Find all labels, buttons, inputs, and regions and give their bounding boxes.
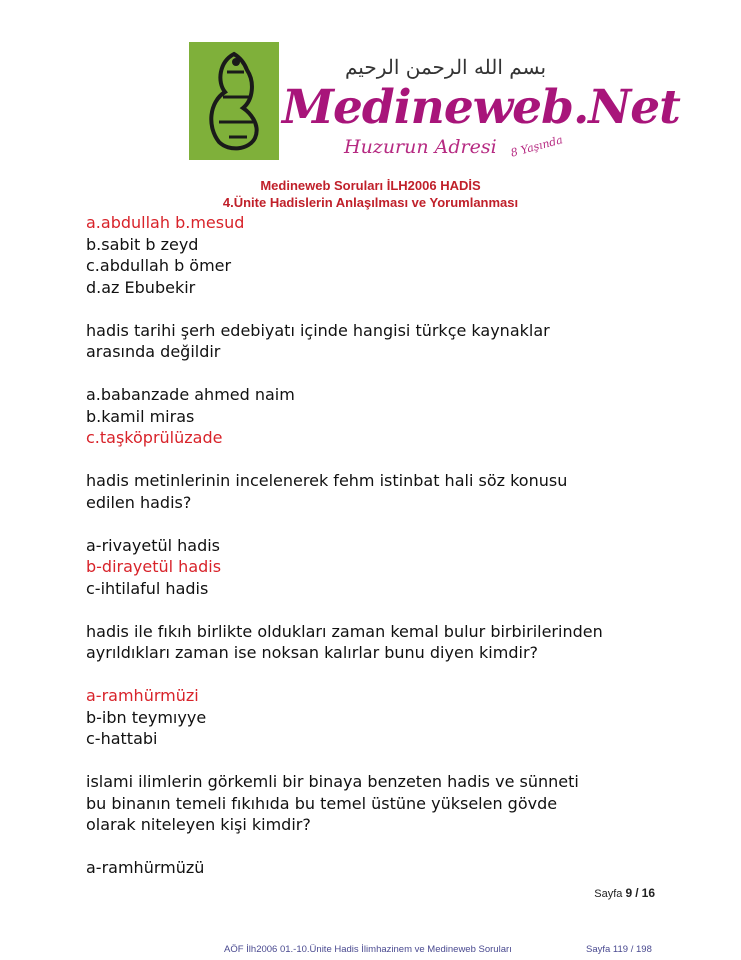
blank-line — [86, 513, 686, 535]
content-line: edilen hadis? — [86, 492, 192, 512]
content-line: b.sabit b zeyd — [86, 234, 199, 254]
page-header-subtitle: 4.Ünite Hadislerin Anlaşılması ve Yorumlanması — [222, 195, 519, 210]
brand-name: Medineweb.Net — [282, 80, 680, 135]
footer-source: AÖF İlh2006 01.-10.Ünite Hadis İlimhazinem ve Medineweb Soruları — [224, 944, 512, 955]
page-number-total: 16 — [641, 886, 655, 900]
content-line: hadis ile fıkıh birlikte oldukları zaman kemal bulur birbirilerinden — [86, 621, 603, 641]
blank-line — [86, 449, 686, 471]
content-line: bu binanın temeli fıkıhıda bu temel üstüne yükselen gövde — [86, 793, 558, 813]
content-line: a.babanzade ahmed naim — [86, 385, 295, 404]
content-line: d.az Ebubekir — [86, 277, 196, 297]
brand-years-badge: 8 Yaşında — [509, 133, 565, 160]
answer-line-correct: c.taşköprülüzade — [86, 428, 223, 447]
content-line: olarak niteleyen kişi kimdir? — [86, 815, 311, 834]
page-number — [594, 886, 655, 900]
content-line: b.kamil miras — [86, 406, 195, 426]
answer-line-correct: a.abdullah b.mesud — [86, 213, 245, 232]
page-number-label: Sayfa — [594, 888, 623, 900]
blank-line — [86, 664, 686, 686]
calligraphy-image — [189, 42, 279, 160]
answer-line-correct: b-dirayetül hadis — [86, 557, 222, 576]
content-line: hadis metinlerinin incelenerek fehm istinbat hali söz konusu — [86, 471, 568, 490]
content-line: c-hattabi — [86, 729, 158, 748]
blank-line — [86, 363, 686, 385]
blank-line — [86, 599, 686, 621]
basmala-calligraphy: بسم الله الرحمن الرحيم — [345, 55, 547, 79]
content-line: islami ilimlerin görkemli bir binaya benzeten hadis ve sünneti — [86, 772, 579, 791]
content-line: a-rivayetül hadis — [86, 535, 221, 555]
content-line: c-ihtilaful hadis — [86, 578, 209, 598]
answer-line-correct: a-ramhürmüzi — [86, 686, 199, 705]
page-number-separator: / — [635, 886, 639, 900]
content-line: hadis tarihi şerh edebiyatı içinde hangisi türkçe kaynaklar — [86, 320, 550, 340]
content-line: c.abdullah b ömer — [86, 256, 232, 275]
content-line: a-ramhürmüzü — [86, 858, 205, 877]
question-content — [86, 212, 686, 879]
blank-line — [86, 298, 686, 320]
blank-line — [86, 836, 686, 858]
brand-tagline: Huzurun Adresi — [344, 136, 497, 158]
footer-page: Sayfa 119 / 198 — [586, 944, 652, 955]
blank-line — [86, 750, 686, 772]
content-line: ayrıldıkları zaman ise noksan kalırlar bunu diyen kimdir? — [86, 643, 539, 662]
page-number-current: 9 — [625, 886, 633, 900]
content-line: arasında değildir — [86, 342, 221, 361]
content-line: b-ibn teymıyye — [86, 707, 207, 727]
page-header-title: Medineweb Soruları İLH2006 HADİS — [260, 178, 481, 193]
